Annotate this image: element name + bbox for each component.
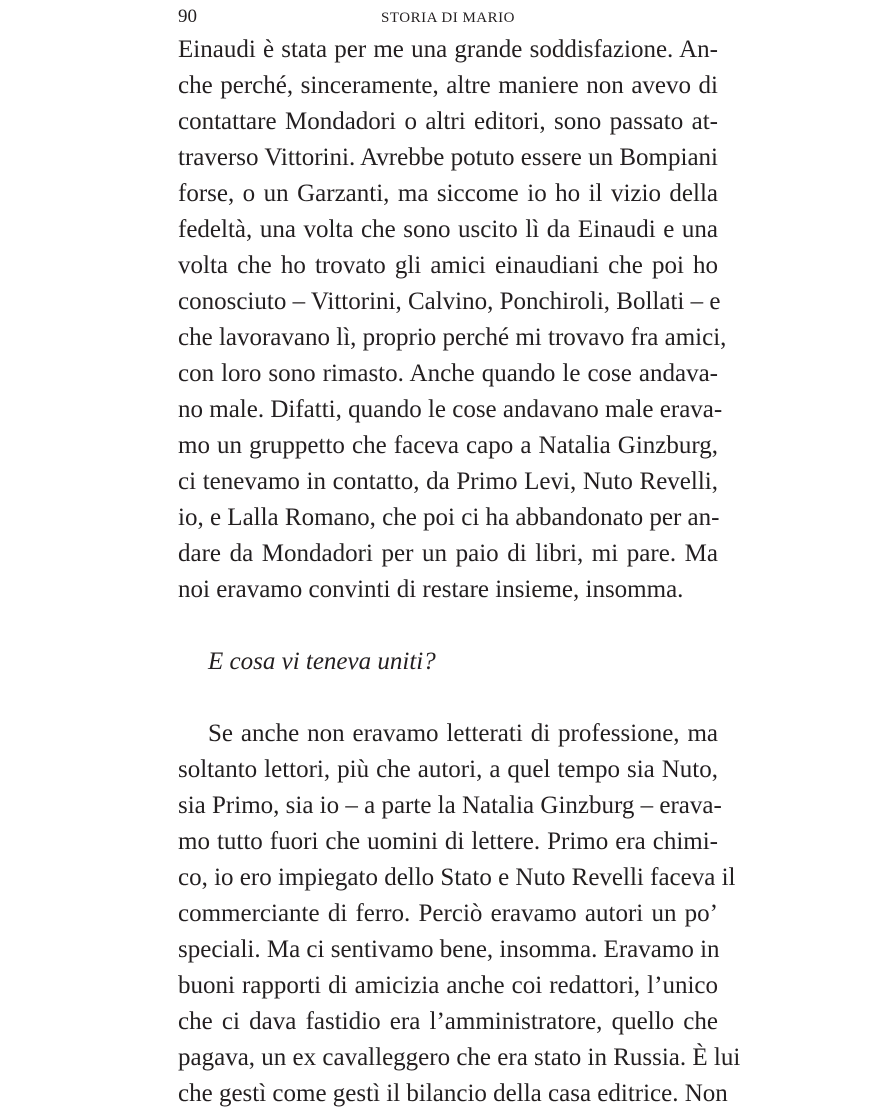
interview-question: E cosa vi teneva uniti? (208, 648, 436, 675)
text-line: forse, o un Garzanti, ma siccome io ho il vizio della (178, 180, 718, 207)
text-line: che lavoravano lì, proprio perché mi trovavo fra amici, (178, 324, 727, 351)
running-head (178, 6, 718, 28)
text-line: io, e Lalla Romano, che poi ci ha abbandonato per an- (178, 504, 720, 531)
text-line: contattare Mondadori o altri editori, sono passato at- (178, 108, 718, 135)
paragraph-2 (178, 716, 741, 1112)
text-line: pagava, un ex cavalleggero che era stato in Russia. È lui (178, 1044, 741, 1071)
text-line: Einaudi è stata per me una grande soddisfazione. An- (178, 36, 718, 63)
text-line: co, io ero impiegato dello Stato e Nuto Revelli faceva il (178, 864, 736, 891)
running-title: STORIA DI MARIO (381, 10, 515, 26)
text-line: no male. Difatti, quando le cose andavano male erava- (178, 396, 723, 423)
text-line: fedeltà, una volta che sono uscito lì da Einaudi e una (178, 216, 718, 243)
text-line: che perché, sinceramente, altre maniere non avevo di (178, 72, 718, 99)
text-line: volta che ho trovato gli amici einaudiani che poi ho (178, 252, 718, 279)
body-text (178, 32, 741, 1112)
text-line: Se anche non eravamo letterati di professione, ma (208, 720, 718, 747)
text-line: traverso Vittorini. Avrebbe potuto essere un Bompiani (178, 144, 718, 171)
text-line: commerciante di ferro. Perciò eravamo autori un po’ (178, 900, 718, 927)
text-line: ci tenevamo in contatto, da Primo Levi, Nuto Revelli, (178, 468, 718, 495)
text-line: buoni rapporti di amicizia anche coi redattori, l’unico (178, 972, 718, 999)
page-number: 90 (178, 6, 197, 27)
text-line: speciali. Ma ci sentivamo bene, insomma. Eravamo in (178, 936, 720, 963)
text-line: mo tutto fuori che uomini di lettere. Primo era chimi- (178, 828, 718, 855)
text-line: dare da Mondadori per un paio di libri, mi pare. Ma (178, 540, 718, 567)
text-line: conosciuto – Vittorini, Calvino, Ponchiroli, Bollati – e (178, 288, 721, 315)
paragraph-1 (178, 32, 727, 608)
text-line: mo un gruppetto che faceva capo a Natalia Ginzburg, (178, 432, 718, 459)
text-line: con loro sono rimasto. Anche quando le cose andava- (178, 360, 718, 387)
text-line: che ci dava fastidio era l’amministratore, quello che (178, 1008, 718, 1035)
text-line: noi eravamo convinti di restare insieme, insomma. (178, 576, 684, 603)
text-line: che gestì come gestì il bilancio della casa editrice. Non (178, 1080, 728, 1107)
text-line: soltanto lettori, più che autori, a quel tempo sia Nuto, (178, 756, 718, 783)
text-line: sia Primo, sia io – a parte la Natalia Ginzburg – erava- (178, 792, 722, 819)
